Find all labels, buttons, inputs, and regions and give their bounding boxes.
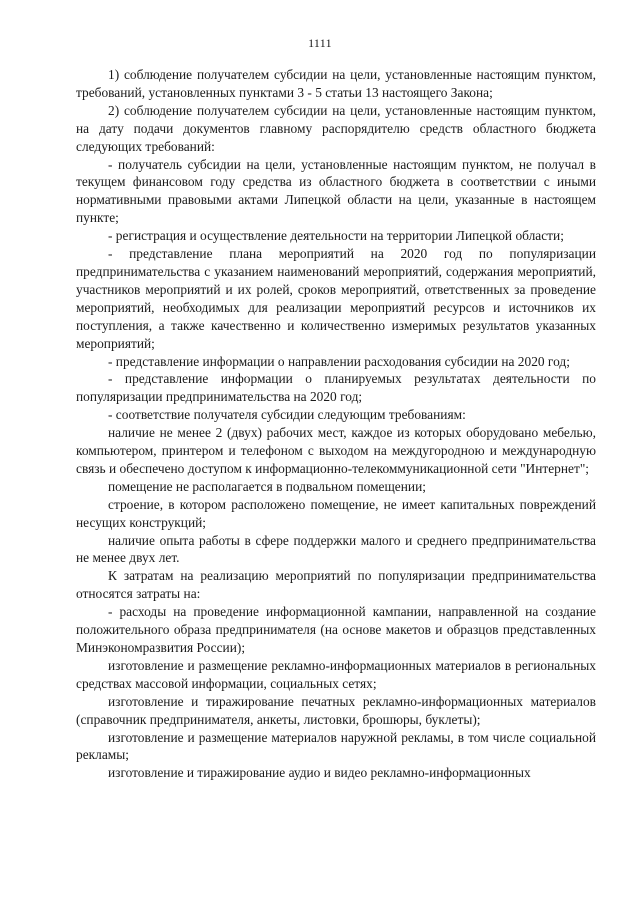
paragraph-16: изготовление и тиражирование печатных рекламно-информационных материалов (справочник предпринимателя, анкеты, листовки, брошюры, буклеты); bbox=[76, 693, 596, 727]
paragraph-17: изготовление и размещение материалов наружной рекламы, в том числе социальной рекламы; bbox=[76, 729, 596, 763]
paragraph-6: - представление информации о направлении расходования субсидии на 2020 год; bbox=[108, 353, 570, 369]
paragraph-13: К затратам на реализацию мероприятий по популяризации предпринимательства относятся затраты на: bbox=[76, 568, 596, 602]
page-number: 1111 bbox=[308, 36, 332, 50]
paragraph-7: - представление информации о планируемых результатах деятельности по популяризации предпринимательства на 2020 год; bbox=[76, 371, 596, 405]
paragraph-3: - получатель субсидии на цели, установленные настоящим пунктом, не получал в текущем финансовом году средства из областного бюджета в соответствии с иными нормативными правовыми актами Липецкой области на цели, указанные в настоящем пункте; bbox=[76, 156, 596, 226]
paragraph-14: - расходы на проведение информационной кампании, направленной на создание положительного образа предпринимателя (на основе макетов и образцов представленных Минэкономразвития России); bbox=[76, 604, 596, 655]
paragraph-15: изготовление и размещение рекламно-информационных материалов в региональных средствах массовой информации, социальных сетях; bbox=[76, 657, 596, 691]
paragraph-1: 1) соблюдение получателем субсидии на цели, установленные настоящим пунктом, требований, установленных пунктами 3 - 5 статьи 13 настоящего Закона; bbox=[76, 67, 596, 100]
paragraph-2: 2) соблюдение получателем субсидии на цели, установленные настоящим пунктом, на дату подачи документов главному распорядителю средств областного бюджета следующих требований: bbox=[76, 102, 596, 154]
paragraph-5: - представление плана мероприятий на 2020 год по популяризации предпринимательства с указанием наименований мероприятий, содержания мероприятий, участников мероприятий и их ролей, сроков мероприятий, ответственных за проведение мероприятий, необходимых для реализации мероприятий ресурсов и источников их поступления, а также качественно и количественно измеримых результатов указанных мероприятий; bbox=[76, 246, 596, 351]
paragraph-11: строение, в котором расположено помещение, не имеет капитальных повреждений несущих конструкций; bbox=[76, 496, 596, 530]
paragraph-9: наличие не менее 2 (двух) рабочих мест, каждое из которых оборудовано мебелью, компьютером, принтером и телефоном с выходом на междугородною и международную связь и обеспечено доступом к информационно-телекоммуникационной сети "Интернет"; bbox=[76, 425, 596, 476]
paragraph-12: наличие опыта работы в сфере поддержки малого и среднего предпринимательства не менее двух лет. bbox=[76, 532, 596, 566]
paragraph-8: - соответствие получателя субсидии следующим требованиям: bbox=[108, 407, 466, 423]
document-body bbox=[76, 66, 596, 782]
paragraph-10: помещение не располагается в подвальном помещении; bbox=[108, 478, 426, 494]
paragraph-4: - регистрация и осуществление деятельности на территории Липецкой области; bbox=[108, 228, 564, 244]
paragraph-18: изготовление и тиражирование аудио и видео рекламно-информационных bbox=[108, 765, 531, 781]
